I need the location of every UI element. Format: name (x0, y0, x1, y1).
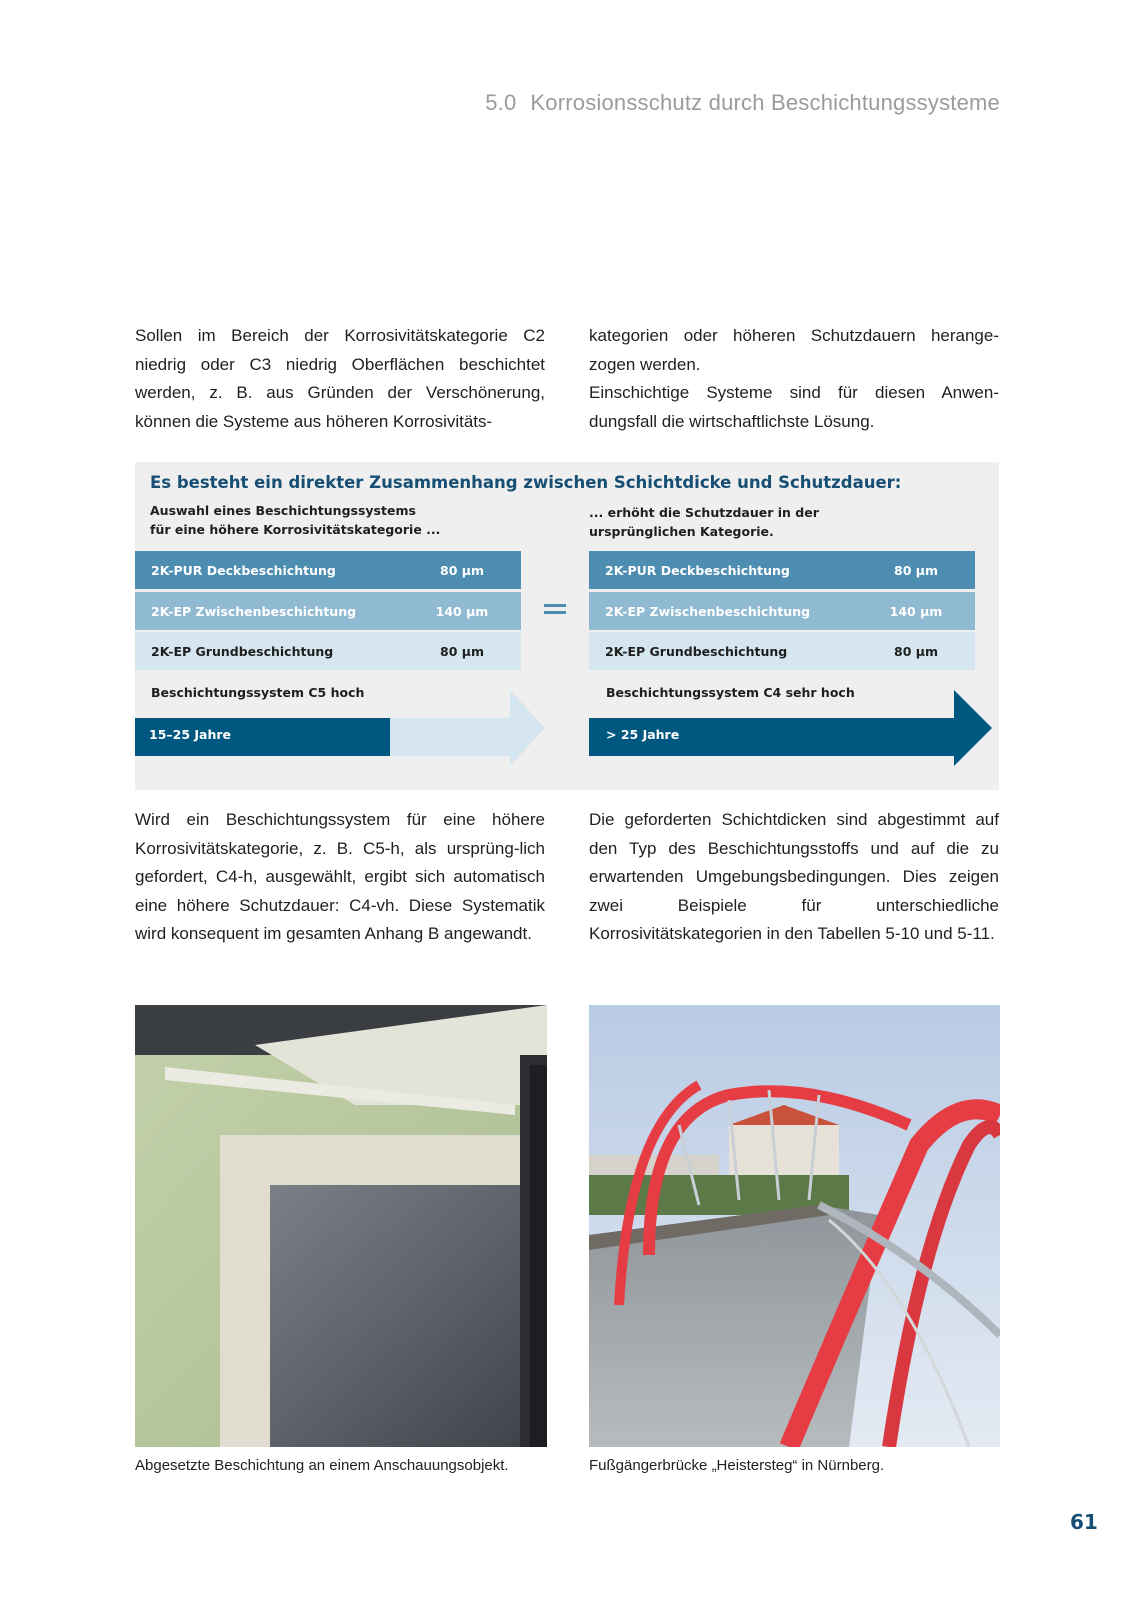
layer-name: 2K-PUR Deckbeschichtung (151, 562, 336, 578)
right-photo-caption: Fußgängerbrücke „Heistersteg“ in Nürnberg. (589, 1457, 885, 1474)
intro-right-text-2: Einschichtige Systeme sind für diesen Anwen-dungsfall die wirtschaftlichste Lösung. (589, 383, 999, 431)
left-subheading-line-2: für eine höhere Korrosivitätskategorie ... (150, 522, 441, 537)
body-left-paragraph (135, 806, 545, 949)
page-number: 61 (1070, 1510, 1098, 1534)
layer-name: 2K-EP Grundbeschichtung (605, 643, 788, 659)
intro-right-paragraph (589, 322, 999, 436)
left-duration-label: 15–25 Jahre (149, 727, 232, 742)
intro-left-paragraph (135, 322, 545, 436)
intro-left-text: Sollen im Bereich der Korrosivitätskategorie C2 niedrig oder C3 niedrig Oberflächen beschichtet werden, z. B. aus Gründen der Verschönerung, können die Systeme aus höheren Korrosivitäts- (135, 326, 545, 431)
layer-thickness: 140 µm (435, 603, 489, 619)
left-subheading (150, 501, 440, 539)
layer-name: 2K-EP Grundbeschichtung (151, 643, 334, 659)
left-photo-caption: Abgesetzte Beschichtung an einem Anschauungsobjekt. (135, 1457, 509, 1474)
left-subheading-line-1: Auswahl eines Beschichtungssystems (150, 503, 416, 518)
left-system-label: Beschichtungssystem C5 hoch (151, 685, 365, 700)
chapter-header (420, 90, 1000, 116)
right-subheading-line-2: ursprünglichen Kategorie. (589, 524, 774, 539)
right-duration-label: > 25 Jahre (606, 727, 680, 742)
equals-icon (544, 604, 566, 614)
chapter-number: 5.0 (485, 90, 517, 115)
right-layer-middle (589, 592, 975, 630)
bridge-photo (589, 1005, 1000, 1447)
right-subheading-line-1: ... erhöht die Schutzdauer in der (589, 505, 819, 520)
coating-demo-photo (135, 1005, 547, 1447)
layer-thickness: 80 µm (440, 643, 484, 659)
left-layer-top (135, 551, 521, 589)
right-subheading (589, 503, 819, 541)
layer-name: 2K-EP Zwischenbeschichtung (151, 603, 357, 619)
layer-thickness: 140 µm (889, 603, 943, 619)
left-layer-middle (135, 592, 521, 630)
right-layer-bottom (589, 632, 975, 670)
layer-name: 2K-PUR Deckbeschichtung (605, 562, 790, 578)
left-layer-bottom (135, 632, 521, 670)
body-left-text: Wird ein Beschichtungssystem für eine höhere Korrosivitätskategorie, z. B. C5-h, als ursprüng-lich gefordert, C4-h, ausgewählt, ergibt sich automatisch eine höhere Schutzdauer: C4-vh. Diese Systematik wird konsequent im gesamten Anhang B angewandt. (135, 810, 545, 943)
layer-name: 2K-EP Zwischenbeschichtung (605, 603, 811, 619)
layer-thickness: 80 µm (894, 643, 938, 659)
body-right-text: Die geforderten Schichtdicken sind abgestimmt auf den Typ des Beschichtungsstoffs und auf die zu erwartenden Umgebungsbedingungen. Dies zeigen zwei Beispiele für unterschiedliche Korrosivitätskategorien in den Tabellen 5-10 und 5-11. (589, 810, 999, 943)
chapter-title: Korrosionsschutz durch Beschichtungssysteme (530, 90, 1000, 115)
info-box-heading: Es besteht ein direkter Zusammenhang zwischen Schichtdicke und Schutzdauer: (150, 473, 902, 492)
right-system-label: Beschichtungssystem C4 sehr hoch (606, 685, 855, 700)
right-layer-top (589, 551, 975, 589)
layer-thickness: 80 µm (894, 562, 938, 578)
body-right-paragraph (589, 806, 999, 949)
intro-right-text-1: kategorien oder höheren Schutzdauern herange-zogen werden. (589, 326, 999, 374)
layer-thickness: 80 µm (440, 562, 484, 578)
